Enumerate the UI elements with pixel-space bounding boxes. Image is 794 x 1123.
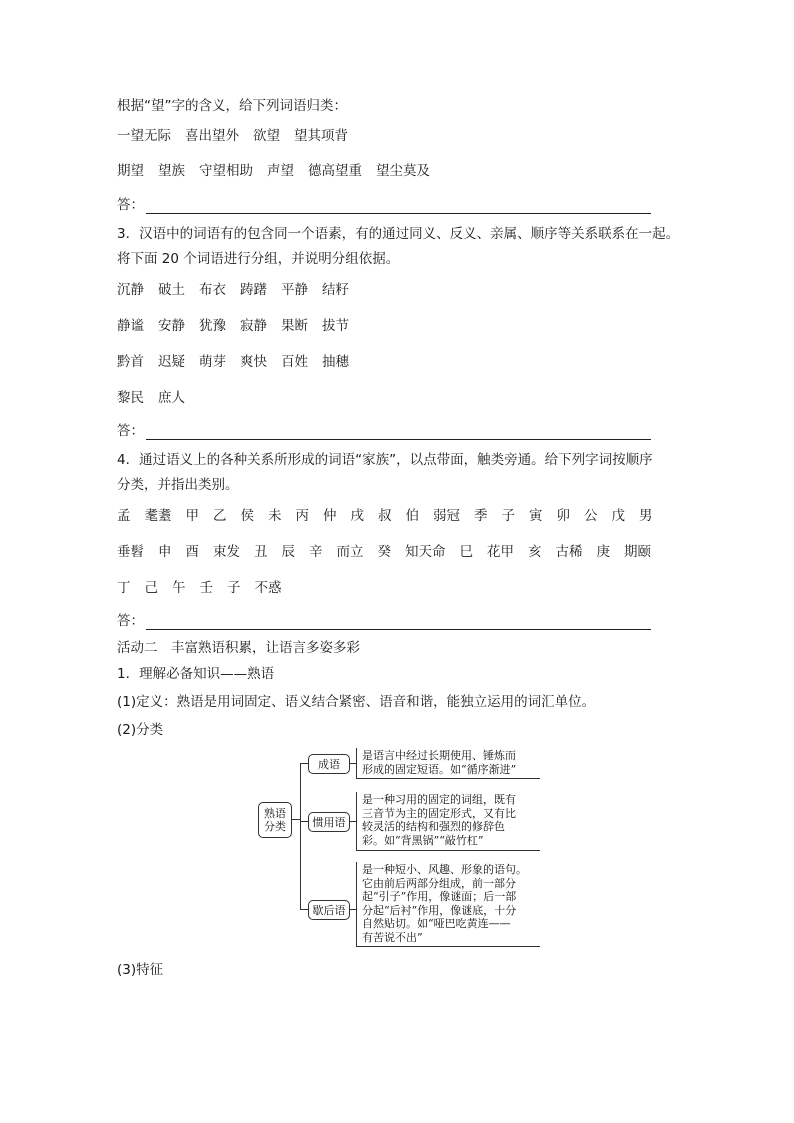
word: 丙 [295, 508, 309, 524]
word: 沉静 [117, 282, 144, 298]
word: 守望相助 [199, 163, 253, 179]
word: 丑 [254, 544, 268, 560]
connector [300, 909, 308, 910]
q3-line-1: 3．汉语中的词语有的包含同一个语素，有的通过同义、反义、亲属、顺序等关系联系在一起。 [117, 226, 680, 242]
q4-word-row-1 [117, 507, 653, 525]
desc-line: 有苦说不出” [362, 930, 423, 944]
word: 未 [268, 508, 282, 524]
desc-line: 是一种短小、风趣、形象的语句。 [362, 863, 527, 876]
word: 知天命 [405, 544, 446, 560]
word: 侯 [240, 508, 254, 524]
word: 垂髫 [117, 544, 144, 560]
q3-word-row-4 [117, 389, 199, 407]
desc-line: 形成的固定短语。如“循序渐进” [362, 762, 517, 776]
word: 踌躇 [240, 282, 267, 298]
desc-line: 自然贴切。如“哑巴吃黄连—— [362, 917, 511, 930]
branch-node-guanyongyu: 惯用语 [308, 812, 350, 832]
word: 欲望 [253, 128, 280, 144]
word: 而立 [336, 544, 364, 560]
word: 己 [144, 580, 158, 596]
word: 期颐 [624, 544, 651, 560]
word: 古稀 [555, 544, 583, 560]
word: 布衣 [199, 282, 226, 298]
word: 犹豫 [199, 318, 226, 334]
word: 萌芽 [199, 354, 226, 370]
word: 抽穗 [322, 354, 349, 370]
word: 喜出望外 [185, 128, 239, 144]
word: 癸 [377, 544, 391, 560]
word: 巳 [459, 544, 473, 560]
word: 破土 [158, 282, 185, 298]
branch-desc-guanyongyu [362, 793, 516, 847]
q3-word-row-2 [117, 317, 363, 335]
desc-line: 它由前后两部分组成，前一部分 [362, 876, 516, 890]
word: 一望无际 [117, 128, 171, 144]
word: 望其项背 [294, 128, 348, 144]
word: 甲 [185, 508, 199, 524]
word: 拔节 [322, 318, 349, 334]
q4-line-1: 4．通过语义上的各种关系所形成的词语“家族”，以点带面，触类旁通。给下列字词按顺序 [117, 452, 653, 468]
bracket-line [356, 792, 357, 850]
answer-rule[interactable] [146, 619, 651, 630]
word: 卯 [556, 508, 570, 524]
word: 子 [501, 508, 515, 524]
word: 百姓 [281, 354, 308, 370]
word: 公 [584, 508, 598, 524]
underline [356, 946, 540, 947]
word: 静谧 [117, 318, 144, 334]
word: 束发 [213, 544, 240, 560]
word: 丁 [117, 580, 131, 596]
q3-word-row-3 [117, 353, 363, 371]
word: 庶人 [158, 390, 185, 406]
word: 花甲 [487, 544, 514, 560]
bracket-line [356, 748, 357, 778]
desc-line: 分起“后衬”作用，像谜底，十分 [362, 903, 517, 917]
q4-word-row-3 [117, 579, 296, 597]
word: 男 [639, 508, 653, 524]
classification-diagram [250, 744, 550, 954]
word: 戊 [611, 508, 625, 524]
word: 德高望重 [308, 163, 362, 179]
word: 壬 [199, 580, 213, 596]
connector [300, 821, 308, 822]
q2-answer-line[interactable] [117, 196, 651, 214]
activity2-title: 活动二 丰富熟语积累，让语言多姿多彩 [117, 640, 360, 656]
desc-line: 三音节为主的固定形式，又有比 [362, 806, 516, 820]
answer-label: 答： [117, 613, 144, 629]
word: 寂静 [240, 318, 267, 334]
root-label-line: 分类 [264, 820, 286, 833]
word: 爽快 [240, 354, 267, 370]
desc-line: 彩。如“背黑锅”“敲竹杠” [362, 833, 484, 847]
word: 不惑 [254, 580, 282, 596]
branch-node-xiehouyu: 歇后语 [308, 900, 350, 920]
word: 申 [158, 544, 172, 560]
definition-text: (1)定义：熟语是用词固定、语义结合紧密、语音和谐，能独立运用的词汇单位。 [117, 694, 596, 710]
answer-rule[interactable] [146, 429, 651, 440]
word: 期望 [117, 163, 144, 179]
desc-line: 较灵活的结构和强烈的修辞色 [362, 820, 505, 833]
branch-desc-chengyu [362, 749, 516, 776]
connector [300, 763, 308, 764]
bracket-line [356, 862, 357, 946]
q3-line-2: 将下面 20 个词语进行分组，并说明分组依据。 [117, 251, 400, 267]
trunk-line [300, 763, 301, 909]
answer-label: 答： [117, 423, 144, 439]
q3-answer-line[interactable] [117, 422, 651, 440]
q4-answer-line[interactable] [117, 612, 651, 630]
word: 寅 [529, 508, 543, 524]
branch-desc-xiehouyu [362, 863, 527, 944]
classification-heading: (2)分类 [117, 722, 164, 738]
word: 安静 [158, 318, 185, 334]
word: 仲 [323, 508, 337, 524]
word: 叔 [378, 508, 392, 524]
word: 迟疑 [158, 354, 185, 370]
word: 孟 [117, 508, 131, 524]
word: 望尘莫及 [376, 163, 430, 179]
desc-line: 是一种习用的固定的词组，既有 [362, 793, 516, 806]
root-label-line: 熟语 [264, 807, 286, 820]
word: 戌 [350, 508, 364, 524]
answer-label: 答： [117, 197, 144, 213]
q2-word-row-1 [117, 127, 362, 145]
word: 黔首 [117, 354, 144, 370]
word: 伯 [405, 508, 419, 524]
word: 亥 [528, 544, 542, 560]
word: 季 [474, 508, 488, 524]
word: 黎民 [117, 390, 144, 406]
underline [356, 778, 540, 779]
word: 弱冠 [433, 508, 460, 524]
word: 平静 [281, 282, 308, 298]
q2-prompt: 根据“望”字的含义，给下列词语归类： [117, 98, 347, 114]
word: 午 [172, 580, 186, 596]
features-heading: (3)特征 [117, 962, 164, 978]
word: 子 [227, 580, 241, 596]
connector [292, 819, 300, 820]
word: 酉 [185, 544, 199, 560]
q4-word-row-2 [117, 543, 651, 561]
desc-line: 起“引子”作用，像谜面；后一部 [362, 890, 517, 903]
desc-line: 是语言中经过长期使用、锤炼而 [362, 749, 516, 762]
word: 乙 [213, 508, 227, 524]
branch-node-chengyu: 成语 [308, 754, 350, 774]
word: 辛 [309, 544, 323, 560]
root-node [258, 802, 292, 838]
answer-rule[interactable] [146, 203, 651, 214]
word: 辰 [281, 544, 295, 560]
word: 结籽 [322, 282, 349, 298]
word: 果断 [281, 318, 308, 334]
q3-word-row-1 [117, 281, 363, 299]
q4-line-2: 分类，并指出类别。 [117, 477, 239, 493]
word: 耄耋 [144, 508, 172, 524]
q2-word-row-2 [117, 162, 444, 180]
activity2-item-1: 1．理解必备知识——熟语 [117, 666, 275, 682]
word: 望族 [158, 163, 185, 179]
word: 声望 [267, 163, 294, 179]
underline [356, 850, 540, 851]
word: 庚 [596, 544, 610, 560]
